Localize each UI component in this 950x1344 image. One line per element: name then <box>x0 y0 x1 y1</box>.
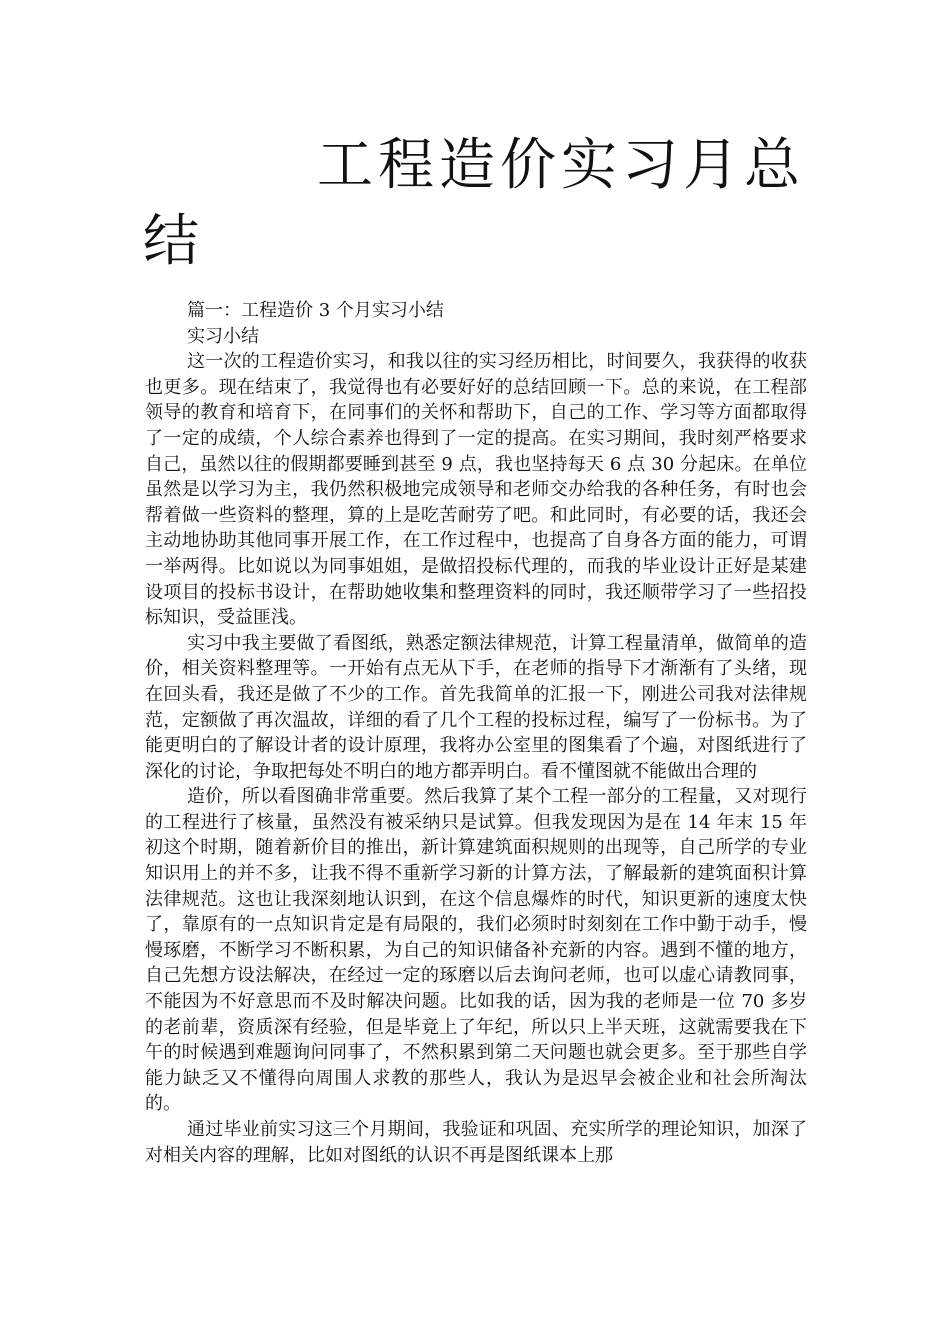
subheading: 实习小结 <box>187 325 259 347</box>
body-paragraph: 通过毕业前实习这三个月期间，我验证和巩固、充实所学的理论知识，加深了对相关内容的理解，比如对图纸的认识不再是图纸课本上那 <box>145 1119 807 1166</box>
body-paragraph: 造价，所以看图确非常重要。然后我算了某个工程一部分的工程量，又对现行的工程进行了核量，虽然没有被采纳只是试算。但我发现因为是在 14 年末 15 年初这个时期，随着新价目的推出，新计算建筑面积规则的出现等，自己所学的专业知识用上的并不多，让我不得不重新学习新的计算方法，了解最新的建筑面积计算法律规范。这也让我深刻地认识到，在这个信息爆炸的时代，知识更新的速度太快了，靠原有的一点知识肯定是有局限的，我们必须时时刻刻在工作中勤于动手，慢慢琢磨，不断学习不断积累，为自己的知识储备补充新的内容。遇到不懂的地方，自己先想方设法解决，在经过一定的琢磨以后去询问老师，也可以虚心请教同事，不能因为不好意思而不及时解决问题。比如我的话，因为我的老师是一位 70 多岁的老前辈，资质深有经验，但是毕竟上了年纪，所以只上半天班，这就需要我在下午的时候遇到难题询问同事了，不然积累到第二天问题也就会更多。至于那些自学能力缺乏又不懂得向周围人求教的那些人，我认为是迟早会被企业和社会所淘汰的。 <box>145 786 807 1115</box>
document-title: 工程造价实习月总结 <box>143 133 805 274</box>
document-body <box>145 298 807 1168</box>
section-heading: 篇一：工程造价 3 个月实习小结 <box>187 300 444 321</box>
body-paragraph: 这一次的工程造价实习，和我以往的实习经历相比，时间要久，我获得的收获也更多。现在结束了，我觉得也有必要好好的总结回顾一下。总的来说，在工程部领导的教育和培育下，在同事们的关怀和帮助下，自己的工作、学习等方面都取得了一定的成绩，个人综合素养也得到了一定的提高。在实习期间，我时刻严格要求自己，虽然以往的假期都要睡到甚至 9 点，我也坚持每天 6 点 30 分起床。在单位虽然是以学习为主，我仍然积极地完成领导和老师交办给我的各种任务，有时也会帮着做一些资料的整理，算的上是吃苦耐劳了吧。和此同时，有必要的话，我还会主动地协助其他同事开展工作，在工作过程中，也提高了自身各方面的能力，可谓一举两得。比如说以为同事姐姐，是做招投标代理的，而我的毕业设计正好是某建设项目的投标书设计，在帮助她收集和整理资料的同时，我还顺带学习了一些招投标知识，受益匪浅。 <box>145 351 807 629</box>
body-paragraph: 实习中我主要做了看图纸，熟悉定额法律规范，计算工程量清单，做简单的造价，相关资料整理等。一开始有点无从下手，在老师的指导下才渐渐有了头绪，现在回头看，我还是做了不少的工作。首先我简单的汇报一下，刚进公司我对法律规范，定额做了再次温故，详细的看了几个工程的投标过程，编写了一份标书。为了能更明白的了解设计者的设计原理，我将办公室里的图集看了个遍，对图纸进行了深化的讨论，争取把每处不明白的地方都弄明白。看不懂图就不能做出合理的 <box>145 632 807 782</box>
